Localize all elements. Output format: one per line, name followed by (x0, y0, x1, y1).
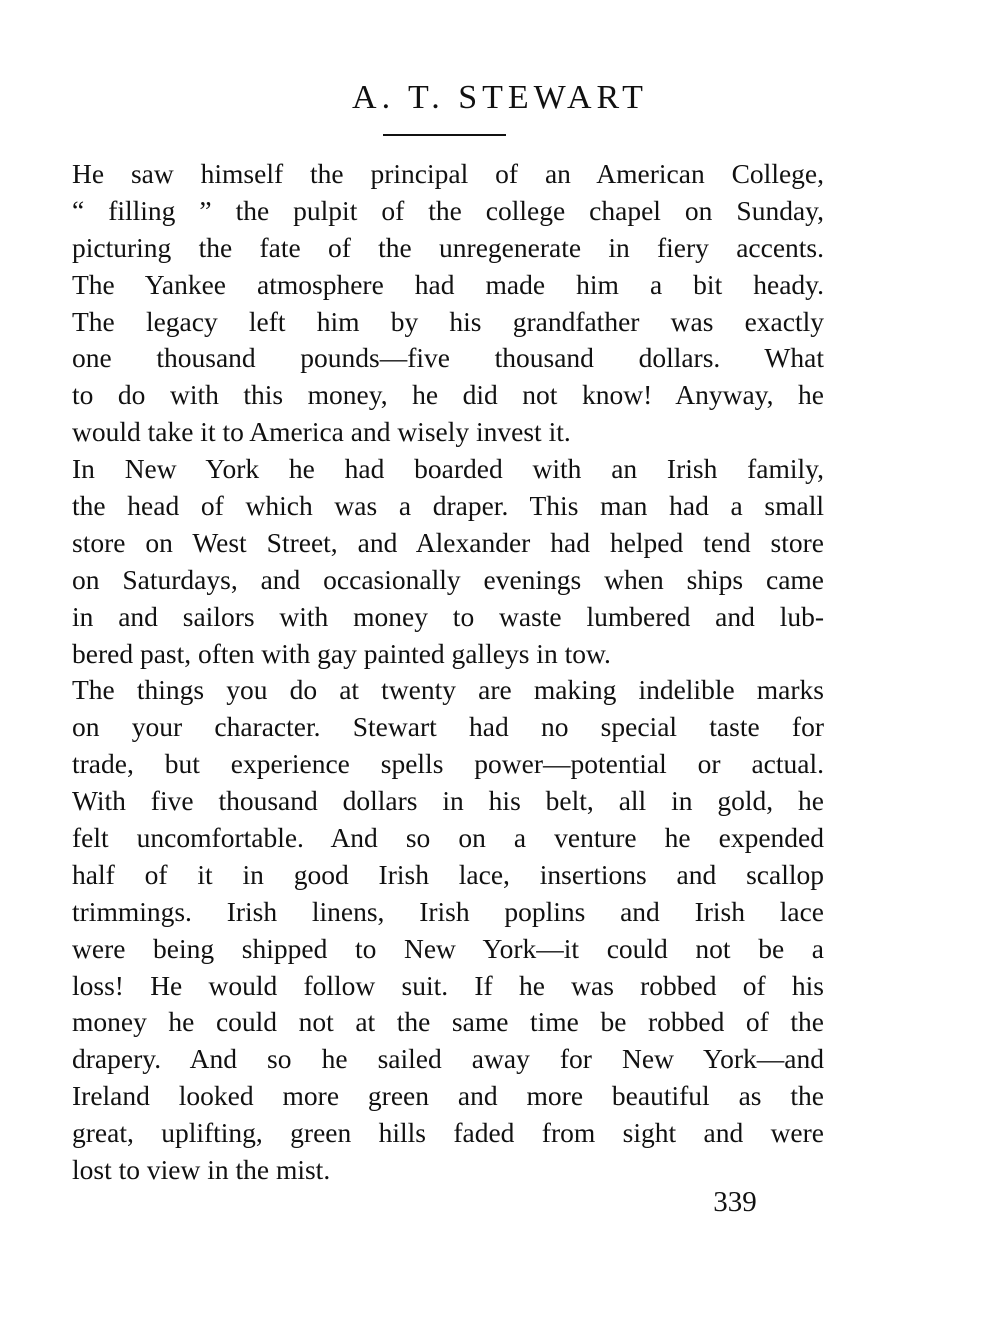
text-line: He saw himself the principal of an American College, (72, 158, 824, 189)
text-line: in and sailors with money to waste lumbered and lub- (72, 600, 824, 632)
text-line: The things you do at twenty are making indelible marks (72, 674, 824, 706)
text-line: on your character. Stewart had no special taste for (72, 711, 824, 743)
text-line: “ filling ” the pulpit of the college chapel on Sunday, (72, 194, 824, 226)
text-line: bered past, often with gay painted galleys in tow. (72, 637, 611, 669)
text-line: picturing the fate of the unregenerate in fiery accents. (72, 231, 824, 263)
paragraph (72, 156, 824, 451)
head-rule (383, 134, 506, 136)
text-line: were being shipped to New York—it could not be a (72, 932, 824, 964)
text-line: lost to view in the mist. (72, 1154, 331, 1186)
text-line: The Yankee atmosphere had made him a bit heady. (72, 268, 824, 300)
text-line: half of it in good Irish lace, insertions and scallop (72, 858, 824, 890)
text-line: great, uplifting, green hills faded from sight and were (72, 1117, 824, 1149)
text-line: trimmings. Irish linens, Irish poplins and Irish lace (72, 895, 824, 927)
paragraph (72, 451, 824, 672)
text-line: the head of which was a draper. This man had a small (72, 490, 824, 522)
text-line: one thousand pounds—five thousand dollars. What (72, 342, 824, 374)
text-line: on Saturdays, and occasionally evenings when ships came (72, 563, 824, 595)
body-text (72, 156, 824, 1189)
running-head: A. T. STEWART (352, 79, 648, 116)
text-line: drapery. And so he sailed away for New York—and (72, 1043, 824, 1075)
text-line: would take it to America and wisely invest it. (72, 416, 571, 448)
text-line: money he could not at the same time be robbed of the (72, 1006, 824, 1038)
text-line: felt uncomfortable. And so on a venture he expended (72, 822, 824, 854)
text-line: to do with this money, he did not know! Anyway, he (72, 379, 824, 411)
text-line: loss! He would follow suit. If he was robbed of his (72, 969, 824, 1001)
text-line: In New York he had boarded with an Irish family, (72, 453, 824, 485)
text-line: trade, but experience spells power—potential or actual. (72, 748, 824, 780)
paragraph (72, 672, 824, 1188)
text-line: With five thousand dollars in his belt, all in gold, he (72, 785, 824, 817)
page-number: 339 (713, 1186, 757, 1218)
text-line: Ireland looked more green and more beautiful as the (72, 1080, 824, 1112)
text-line: The legacy left him by his grandfather was exactly (72, 305, 824, 337)
text-line: store on West Street, and Alexander had helped tend store (72, 526, 824, 558)
